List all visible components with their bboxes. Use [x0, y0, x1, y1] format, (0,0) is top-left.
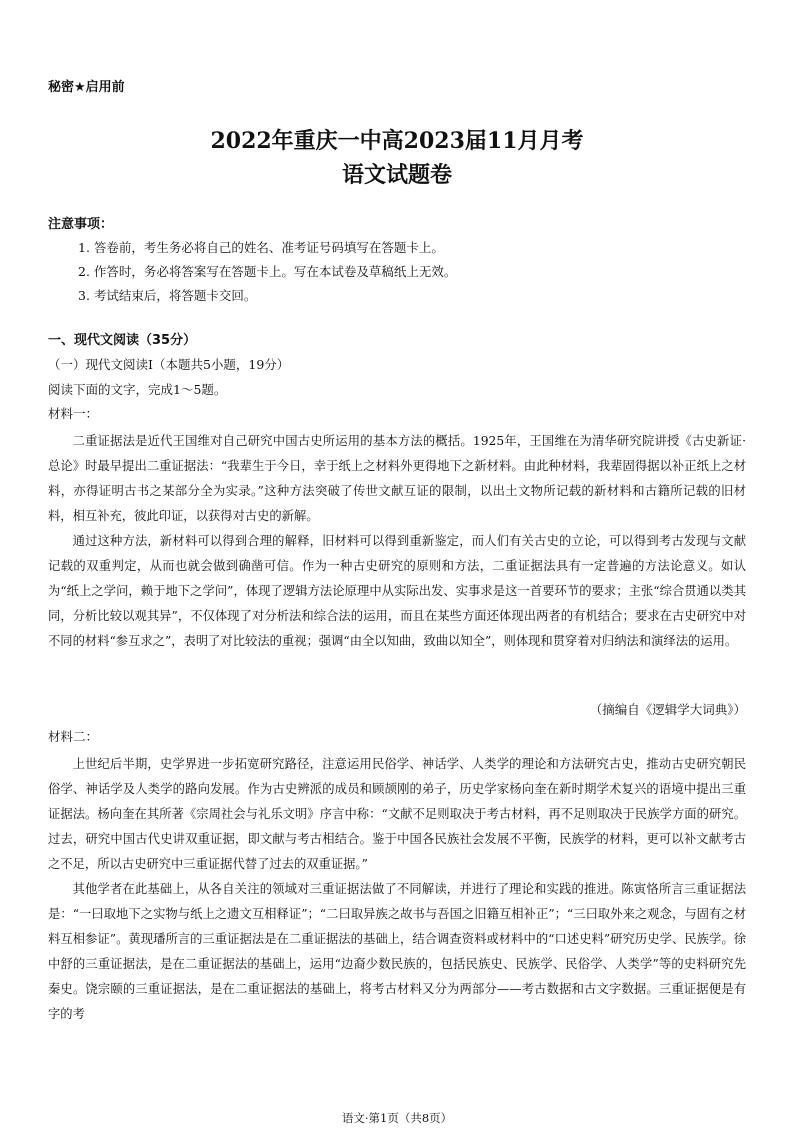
subsection-heading: （一）现代文阅读Ⅰ（本题共5小题，19分）	[48, 357, 290, 372]
paragraph: 二重证据法是近代王国维对自己研究中国古史所运用的基本方法的概括。1925年，王国维在为清华研究院讲授《古史新证·总论》时最早提出二重证据法：“我辈生于今日，幸于纸上之材料外更得地下之新材料。由此种材料，我辈固得据以补正纸上之材料，亦得证明古书之某部分全为实录。”这种方法突破了传世文献互证的限制，以出土文物所记载的新材料和古籍所记载的旧材料，相互补充，彼此印证，以获得对古史的新解。	[48, 434, 746, 523]
reading-instruction: 阅读下面的文字，完成1～5题。	[48, 382, 227, 397]
paragraph: 通过这种方法，新材料可以得到合理的解释，旧材料可以得到重新鉴定，而人们有关古史的立论，可以得到考古发现与文献记载的双重判定，从而也就会做到确凿可信。作为一种古史研究的原则和方法，二重证据法具有一定普遍的方法论意义。如认为“纸上之学问，赖于地下之学问”，体现了逻辑方法论原理中从实际出发、实事求是这一首要环节的要求；主张“综合贯通以类其同，分析比较以观其异”，不仅体现了对分析法和综合法的运用，而且在某些方面还体现出两者的有机结合；要求在古史研究中对不同的材料“参互求之”，表明了对比较法的重视；强调“由全以知曲，致曲以知全”，则体现和贯穿着对归纳法和演绎法的运用。	[48, 534, 746, 648]
page-footer: 语文·第1页（共8页）	[341, 1111, 453, 1125]
section-heading: 一、现代文阅读（35分）	[48, 333, 197, 348]
notes-list	[78, 236, 456, 308]
paragraph: 上世纪后半期，史学界进一步拓宽研究路径，注意运用民俗学、神话学、人类学的理论和方法研究古史，推动古史研究朝民俗学、神话学及人类学的路向发展。作为古史辨派的成员和顾颉刚的弟子，历史学家杨向奎在新时期学术复兴的语境中提出三重证据法。杨向奎在其所著《宗周社会与礼乐文明》序言中称：“文献不足则取决于考古材料，再不足则取决于民族学方面的研究。过去，研究中国古代史讲双重证据，即文献与考古相结合。鉴于中国各民族社会发展不平衡，民族学的材料，更可以补文献考古之不足，所以古史研究中三重证据代替了过去的双重证据。”	[48, 757, 746, 871]
material-two-text	[48, 752, 746, 1027]
notes-item: 3. 考试结束后，将答题卡交回。	[78, 288, 257, 303]
confidential-mark: 秘密★启用前	[48, 80, 125, 95]
notes-heading: 注意事项：	[48, 217, 114, 232]
material-one-label: 材料一：	[48, 406, 99, 421]
material-one-source: （摘编自《逻辑学大词典》）	[589, 702, 746, 717]
material-one-text	[48, 429, 746, 654]
paragraph: 其他学者在此基础上，从各自关注的领域对三重证据法做了不同解读，并进行了理论和实践的推进。陈寅恪所言三重证据法是：“一曰取地下之实物与纸上之遗文互相释证”；“二曰取异族之故书与吾国之旧籍互相补正”；“三曰取外来之观念，与固有之材料互相参证”。黄现璠所言的三重证据法是在二重证据法的基础上，结合调查资料或材料中的“口述史料”研究历史学、民族学。徐中舒的三重证据法，是在二重证据法的基础上，运用“边裔少数民族的，包括民族史、民族学、民俗学、人类学”等的史料研究先秦史。饶宗颐的三重证据法，是在二重证据法的基础上，将考古材料又分为两部分——考古数据和古文字数据。三重证据便是有字的考	[48, 882, 746, 1021]
notes-item: 1. 答卷前，考生务必将自己的姓名、准考证号码填写在答题卡上。	[78, 240, 444, 255]
material-two-label: 材料二：	[48, 729, 99, 744]
notes-item: 2. 作答时，务必将答案写在答题卡上。写在本试卷及草稿纸上无效。	[78, 264, 457, 279]
exam-subtitle: 语文试题卷	[341, 162, 452, 188]
exam-title: 2022年重庆一中高2023届11月月考	[210, 128, 584, 154]
